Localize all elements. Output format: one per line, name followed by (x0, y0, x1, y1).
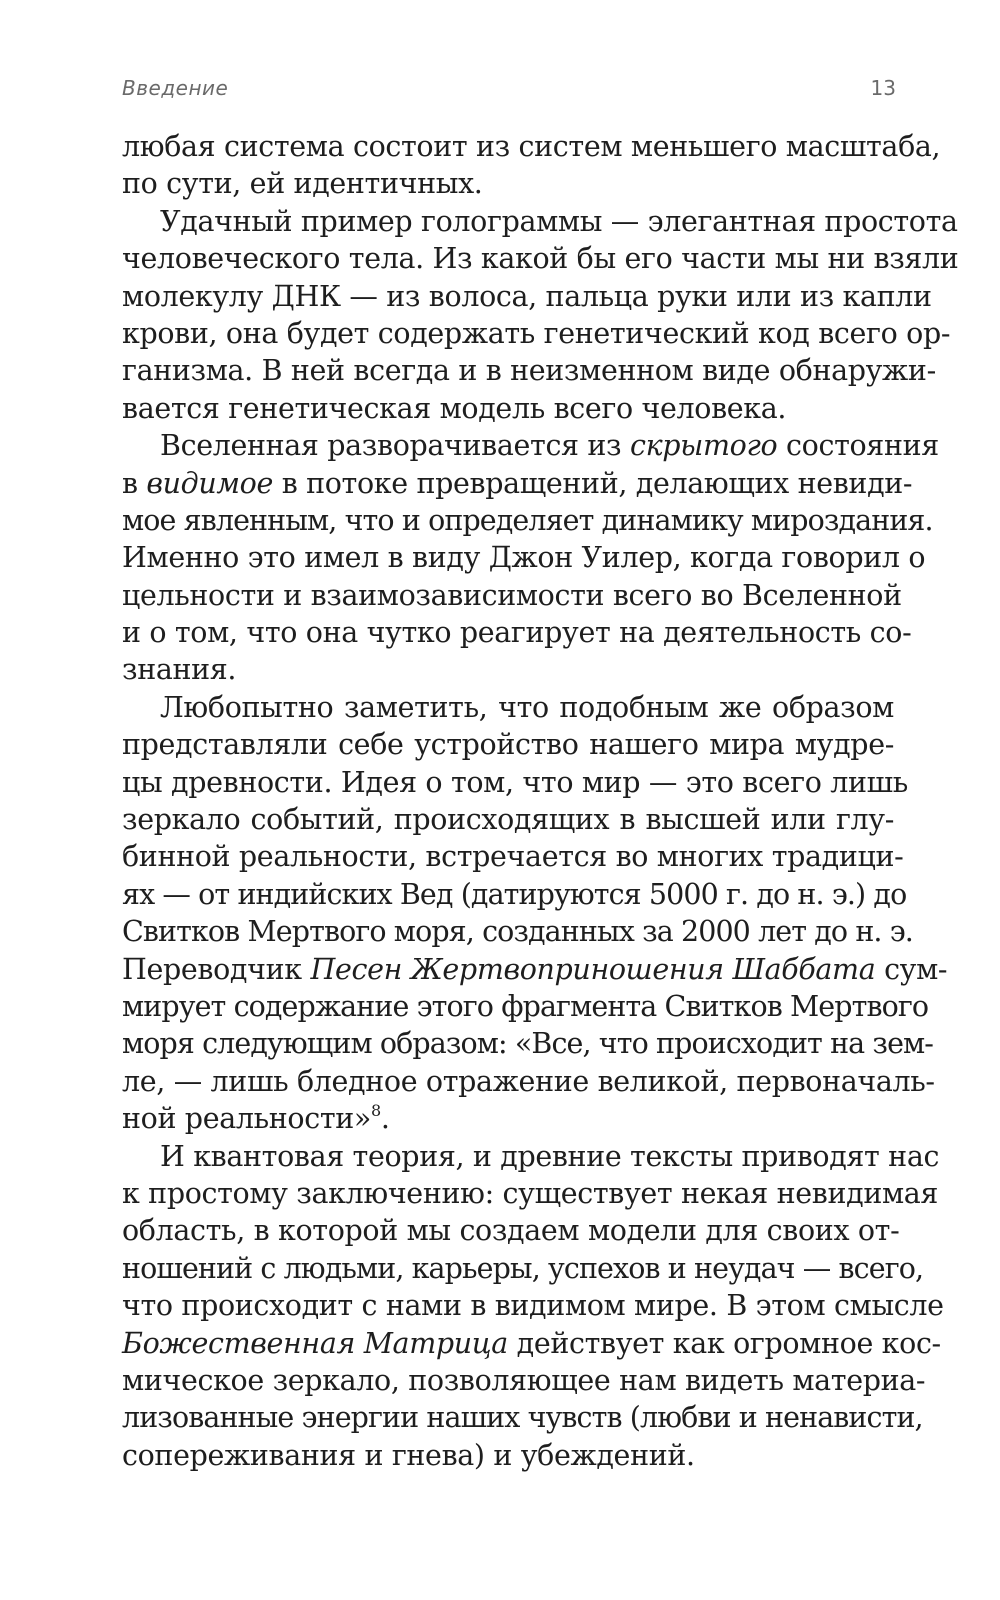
italic-term: видимое (146, 466, 273, 500)
text-line: ношений с людьми, карьеры, успехов и неудач — всего, (122, 1251, 924, 1285)
text-line: по сути, ей идентичных. (122, 167, 483, 201)
italic-term: Божественная Матрица (122, 1326, 508, 1360)
text-line: ях — от индийских Вед (датируются 5000 г. до н. э.) до (122, 877, 907, 911)
running-head: Введение (122, 76, 229, 100)
text-line: лизованные энергии наших чувств (любви и ненависти, (122, 1401, 923, 1435)
text-line: ной реальности»$^8$. (122, 1101, 390, 1136)
text-line: Свитков Мертвого моря, созданных за 2000 лет до н. э. (122, 915, 913, 949)
footnote-marker: 8 (371, 1101, 381, 1121)
text-line: Любопытно заметить, что подобным же образом (160, 690, 894, 724)
text-line: любая система состоит из систем меньшего масштаба, (122, 130, 941, 163)
italic-term: скрытого (629, 429, 778, 463)
text-line: человеческого тела. Из какой бы его части мы ни взяли (122, 242, 959, 276)
body-text (122, 128, 959, 1474)
text-line: молекулу ДНК — из волоса, пальца руки или из капли (122, 279, 932, 313)
text-line: зеркало событий, происходящих в высшей или глу- (122, 803, 894, 837)
text-line: представляли себе устройство нашего мира мудре- (122, 728, 894, 762)
text-line: мое явленным, что и определяет динамику мироздания. (122, 503, 933, 537)
text-line: Удачный пример голограммы — элегантная простота (160, 204, 958, 238)
text-line: сопереживания и гнева) и убеждений. (122, 1438, 695, 1472)
text-line: область, в которой мы создаем модели для своих от- (122, 1214, 900, 1248)
text-line: что происходит с нами в видимом мире. В этом смысле (122, 1289, 944, 1323)
text-line: мическое зеркало, позволяющее нам видеть материа- (122, 1363, 926, 1397)
text-line: Божественная Матрица действует как огромное кос- (122, 1326, 941, 1360)
text-line: бинной реальности, встречается во многих традици- (122, 840, 904, 874)
italic-title: Песен Жертвоприношения Шаббата (310, 952, 876, 986)
text-line: крови, она будет содержать генетический код всего ор- (122, 316, 951, 350)
text-line: мирует содержание этого фрагмента Свитков Мертвого (122, 989, 929, 1023)
text-line: цы древности. Идея о том, что мир — это всего лишь (122, 765, 908, 799)
page-number: 13 (870, 76, 896, 100)
text-line: вается генетическая модель всего человека. (122, 391, 787, 425)
text-line: знания. (122, 653, 237, 687)
text-line: И квантовая теория, и древние тексты приводят нас (160, 1139, 940, 1173)
text-line: Переводчик Песен Жертвоприношения Шаббата сум- (122, 952, 948, 986)
text-line: к простому заключению: существует некая невидимая (122, 1176, 939, 1210)
text-line: ле, — лишь бледное отражение великой, первоначаль- (122, 1064, 935, 1098)
text-line: ганизма. В ней всегда и в неизменном виде обнаружи- (122, 354, 936, 388)
text-line: и о том, что она чутко реагирует на деятельность со- (122, 616, 912, 650)
text-line: Именно это имел в виду Джон Уилер, когда говорил о (122, 541, 926, 575)
text-line: в видимое в потоке превращений, делающих невиди- (122, 466, 913, 500)
text-line: Вселенная разворачивается из скрытого состояния (160, 429, 939, 463)
text-line: цельности и взаимозависимости всего во Вселенной (122, 578, 902, 612)
text-line: моря следующим образом: «Все, что происходит на зем- (122, 1027, 934, 1061)
